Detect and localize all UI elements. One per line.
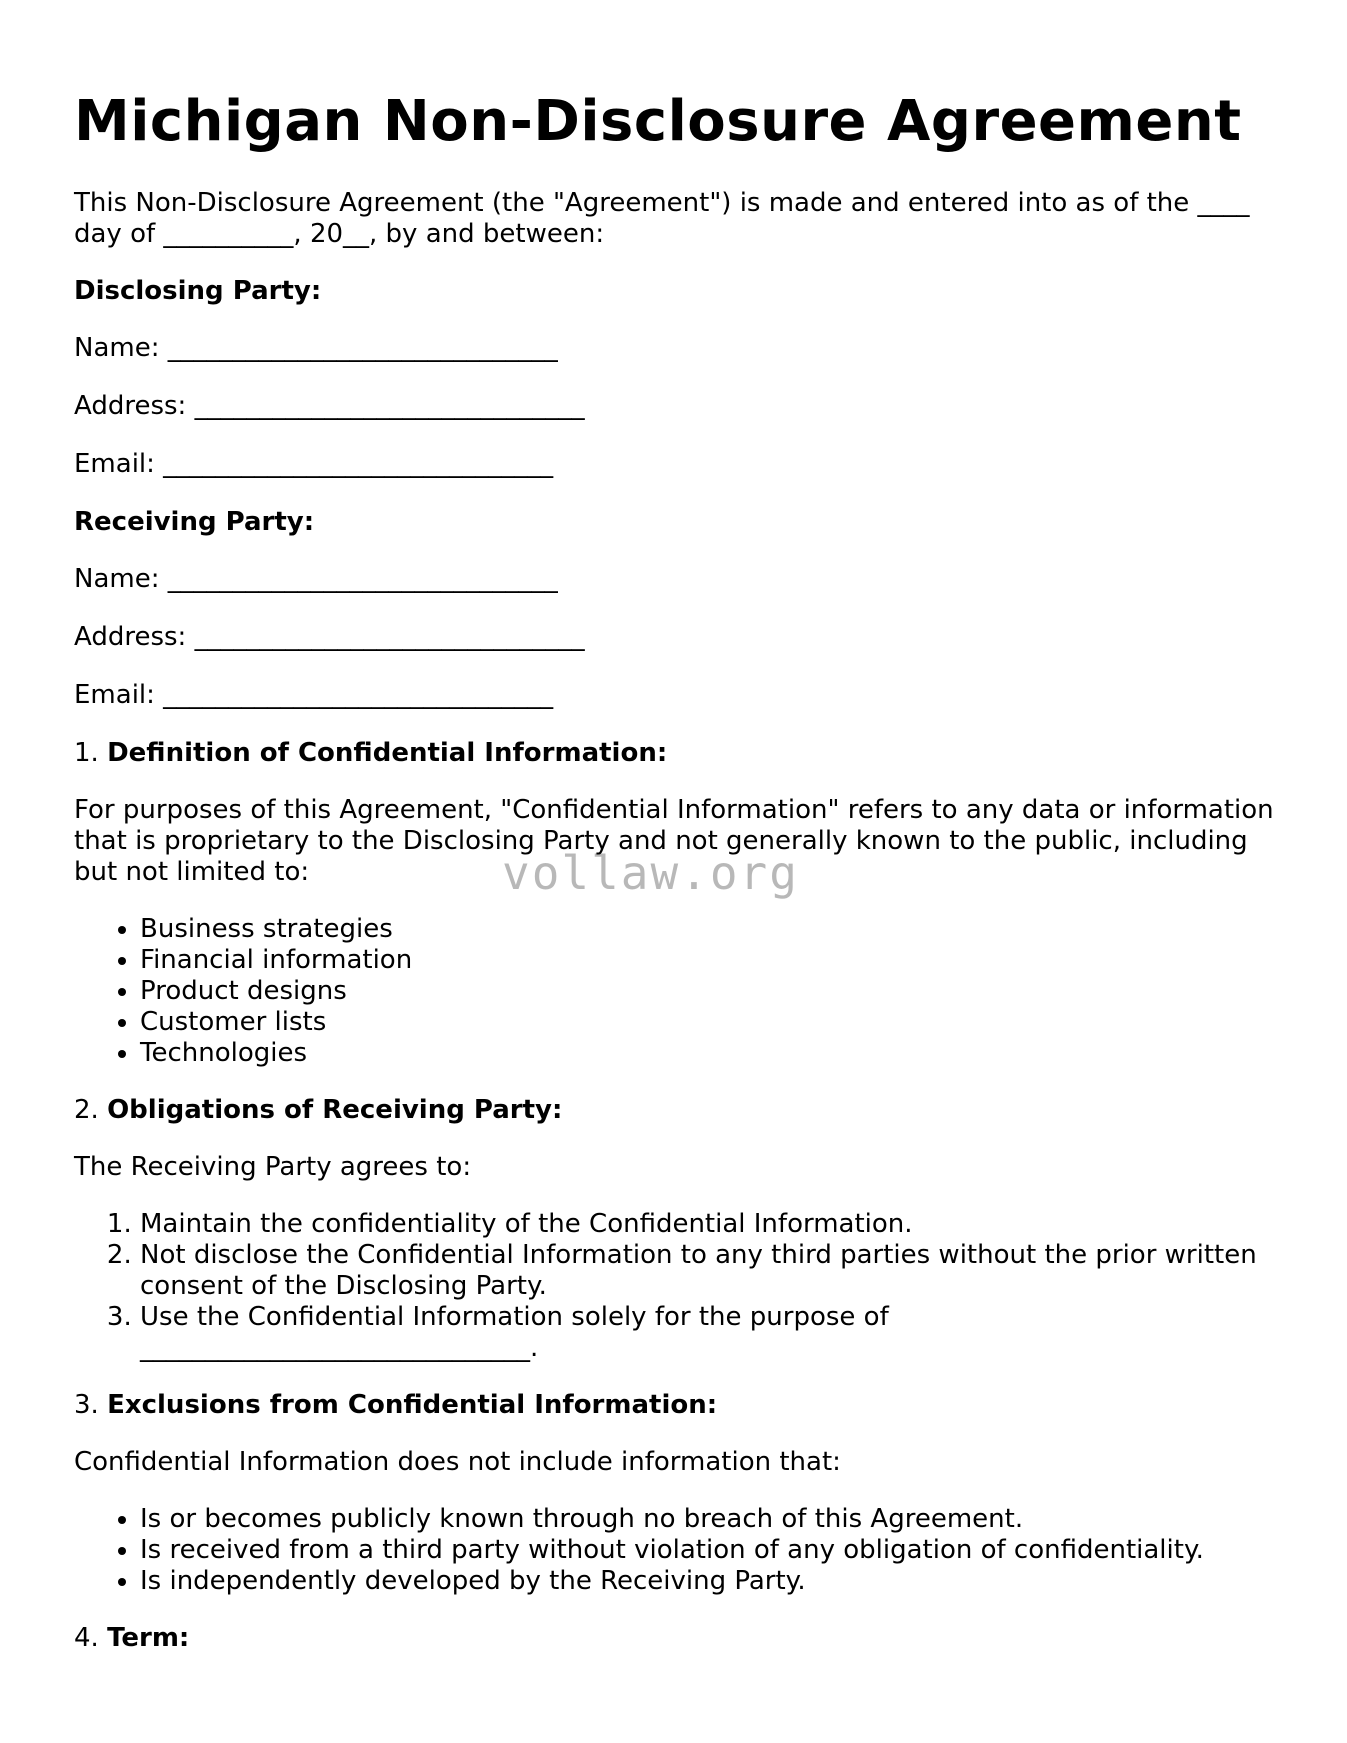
section-2-text: The Receiving Party agrees to: <box>74 1152 472 1182</box>
list-item: • Business strategies <box>140 914 1274 945</box>
section-3-heading <box>74 1390 1274 1421</box>
list-item: 2. Not disclose the Confidential Information to any third parties without the prior written consent of the Disclosing Party. <box>140 1240 1274 1302</box>
list-item: • Customer lists <box>140 1007 1274 1038</box>
disclosing-party-heading: Disclosing Party: <box>74 276 322 306</box>
list-item: 3. Use the Confidential Information solely for the purpose of ______________________________. <box>140 1302 1274 1364</box>
list-item: • Is received from a third party without violation of any obligation of confidentiality. <box>140 1535 1274 1566</box>
section-3-number: 3. <box>74 1390 108 1420</box>
list-item: • Financial information <box>140 945 1274 976</box>
section-1-heading <box>74 738 1274 769</box>
section-2-number: 2. <box>74 1095 108 1125</box>
section-1-number: 1. <box>74 738 108 768</box>
watermark: vollaw.org <box>502 846 799 900</box>
section-4-title: Term: <box>107 1623 190 1653</box>
section-1-text: For purposes of this Agreement, "Confidential Information" refers to any data or information that is proprietary to the Disclosing Party and not generally known to the public, including but not limited to: <box>74 795 1274 887</box>
section-4-number: 4. <box>74 1623 108 1653</box>
section-1-title: Definition of Confidential Information: <box>107 738 668 768</box>
section-2-title: Obligations of Receiving Party: <box>107 1095 563 1125</box>
receiving-address-field: Address: ______________________________ <box>74 622 585 652</box>
section-4-heading <box>74 1623 1274 1654</box>
receiving-email-field: Email: ______________________________ <box>74 680 554 710</box>
disclosing-name-field: Name: ______________________________ <box>74 333 558 363</box>
disclosing-address-field: Address: ______________________________ <box>74 391 585 421</box>
section-3-title: Exclusions from Confidential Information: <box>107 1390 718 1420</box>
disclosing-email-field: Email: ______________________________ <box>74 449 554 479</box>
receiving-party-heading: Receiving Party: <box>74 507 315 537</box>
list-item: 1. Maintain the confidentiality of the Confidential Information. <box>140 1209 1274 1240</box>
section-2-heading <box>74 1095 1274 1126</box>
list-item: • Product designs <box>140 976 1274 1007</box>
obligations-list <box>74 1209 1274 1364</box>
list-item: • Technologies <box>140 1038 1274 1069</box>
confidential-info-list <box>74 914 1274 1069</box>
section-3-text: Confidential Information does not include information that: <box>74 1447 841 1477</box>
exclusions-list <box>74 1504 1274 1597</box>
list-item: • Is or becomes publicly known through no breach of this Agreement. <box>140 1504 1274 1535</box>
receiving-name-field: Name: ______________________________ <box>74 564 558 594</box>
intro-paragraph: This Non-Disclosure Agreement (the "Agreement") is made and entered into as of the ____ day of __________, 20__, by and between: <box>74 188 1250 249</box>
document-title: Michigan Non-Disclosure Agreement <box>74 89 1242 154</box>
list-item: • Is independently developed by the Receiving Party. <box>140 1566 1274 1597</box>
